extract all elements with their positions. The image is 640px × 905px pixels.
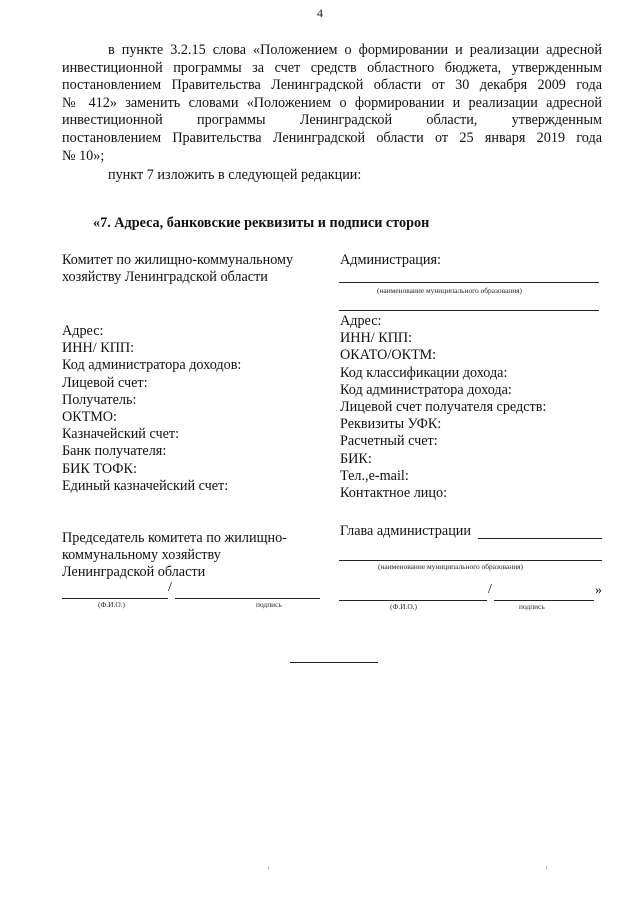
right-sign-caption: подпись: [519, 602, 545, 611]
scan-dot: [268, 866, 269, 869]
right-signer: [340, 523, 471, 540]
right-municipality-caption: (наименование муниципального образования): [377, 286, 523, 295]
right-party: [340, 252, 441, 269]
left-field-address: Адрес:: [62, 323, 104, 339]
left-field-recipient: Получатель:: [62, 391, 137, 408]
right-municipality-caption-2: (наименование муниципального образования): [378, 562, 524, 571]
point7-line: пункт 7 изложить в следующей редакции:: [108, 167, 362, 184]
left-field-unified-account: Единый казначейский счет:: [62, 477, 229, 494]
left-sign-line: [175, 598, 320, 599]
intro-line-5: инвестиционной программы Ленинградской области, утвержденным: [62, 112, 602, 129]
left-signer-line-2: коммунальному хозяйству: [62, 547, 221, 564]
right-field-income-code: Код классификации дохода:: [340, 364, 508, 381]
end-divider: [290, 662, 378, 663]
right-field-settlement: Расчетный счет:: [340, 433, 438, 450]
right-field-inn: ИНН/ КПП:: [340, 330, 413, 347]
left-field-account: Лицевой счет:: [62, 374, 148, 391]
left-slash: /: [168, 580, 172, 595]
intro-paragraph: [62, 42, 602, 185]
left-fio-line: [62, 598, 168, 599]
left-field-inn: ИНН/ КПП:: [62, 340, 135, 357]
intro-line-1: в пункте 3.2.15 слова «Положением о формировании и реализации адресной: [108, 42, 602, 58]
right-municipality-line-2: [339, 560, 602, 561]
right-field-address: Адрес:: [340, 313, 382, 329]
right-field-okato: ОКАТО/ОКТМ:: [340, 347, 437, 364]
left-field-oktmo: ОКТМО:: [62, 409, 117, 426]
section-heading: «7. Адреса, банковские реквизиты и подписи сторон: [93, 215, 430, 231]
intro-line-3: постановлением Правительства Ленинградской области от 30 декабря 2009 года: [62, 77, 602, 94]
right-municipality-line: [339, 282, 599, 283]
right-party-label: Администрация:: [340, 252, 441, 268]
page-number: 4: [317, 6, 323, 20]
right-fio-caption: (Ф.И.О.): [390, 602, 417, 611]
right-extra-line: [339, 310, 599, 311]
right-field-contact-person: Контактное лицо:: [340, 485, 448, 502]
right-field-ufk: Реквизиты УФК:: [340, 416, 442, 433]
right-field-admin-code: Код администратора дохода:: [340, 381, 512, 398]
left-party: [62, 252, 293, 286]
right-slash: /: [488, 582, 492, 597]
intro-line-4: № 412» заменить словами «Положением о формировании и реализации адресной: [62, 94, 602, 111]
intro-line-2: инвестиционной программы за счет средств областного бюджета, утвержденным: [62, 59, 602, 76]
right-field-account: Лицевой счет получателя средств:: [340, 399, 547, 416]
scan-dot: [546, 866, 547, 869]
left-sign-caption: подпись: [256, 600, 282, 609]
left-fio-caption: (Ф.И.О.): [98, 600, 125, 609]
left-signer-line-3: Ленинградской области: [62, 564, 206, 581]
left-fields: [62, 323, 241, 495]
left-signer: [62, 530, 287, 582]
left-signer-line-1: Председатель комитета по жилищно-: [62, 530, 287, 546]
right-signer-line: [478, 538, 602, 539]
left-field-bank: Банк получателя:: [62, 443, 167, 460]
left-field-bik: БИК ТОФК:: [62, 460, 137, 477]
right-fields: [340, 313, 546, 502]
right-fio-line: [339, 600, 487, 601]
right-signer-label: Глава администрации: [340, 523, 471, 539]
right-close-quote: »: [595, 583, 602, 598]
right-sign-line: [494, 600, 594, 601]
right-field-contact-email: Тел.,e-mail:: [340, 467, 409, 484]
intro-line-6: постановлением Правительства Ленинградской области от 25 января 2019 года: [62, 129, 602, 146]
left-field-treasury-account: Казначейский счет:: [62, 426, 180, 443]
intro-line-7: № 10»;: [62, 147, 105, 164]
left-party-line-2: хозяйству Ленинградской области: [62, 269, 268, 286]
right-field-bik: БИК:: [340, 450, 372, 467]
left-field-admin-code: Код администратора доходов:: [62, 357, 242, 374]
left-party-line-1: Комитет по жилищно-коммунальному: [62, 252, 294, 268]
